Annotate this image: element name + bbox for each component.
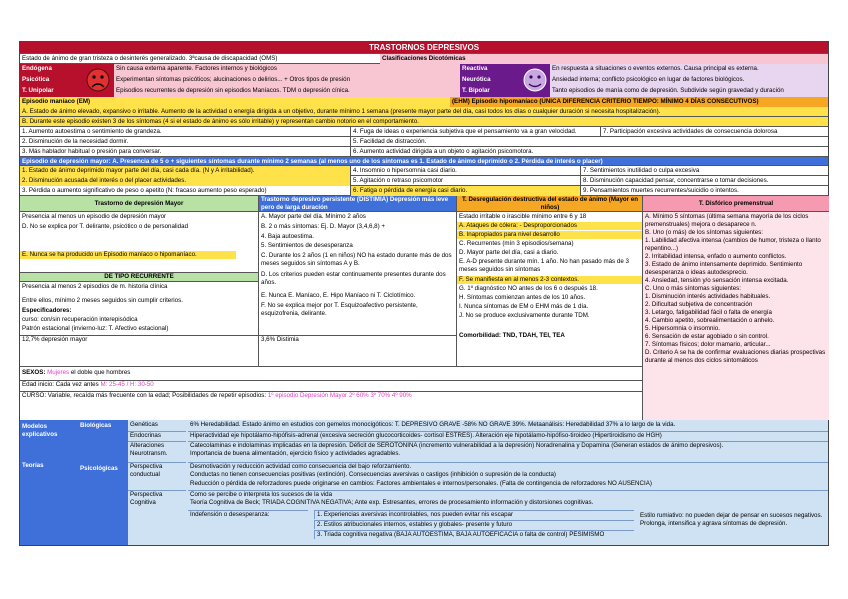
desr-0: Estado irritable o irascible mínimo entre 6 y 18 — [459, 213, 587, 220]
mayor-l3: E. Nunca se ha producido un Episodio maníaco o hipomaníaco. — [20, 251, 236, 259]
desc-endogena: Sin causa externa aparente. Factores internos y biológicos — [116, 65, 277, 72]
depresivo-header-row — [20, 157, 828, 166]
desc-neurotica: Ansiedad interna; conflicto psicológico en lugar de factores biológicos. — [552, 76, 745, 83]
label-bipolar: T. Bipolar — [462, 87, 490, 94]
intro-row — [20, 54, 828, 64]
spec-2: Patrón estacional (invierno-luz: T. Afectivo estacional) — [22, 325, 169, 332]
label-endogena: Endógena — [22, 65, 52, 72]
pers-c: C. Durante los 2 años (1 en niños) NO ha estado durante más de dos meses seguidos sin síntomas A y B. — [261, 252, 452, 267]
desr-b: B. Inapropiados para nivel desarrollo — [457, 231, 643, 239]
persistente-header: Trastorno depresivo persistente (DISTIMIA) Depresión más leve pero de larga duración — [259, 196, 457, 212]
maniaco-item-2: 2. Disminución de la necesidad dormir. — [22, 138, 129, 145]
mayor-header: Trastorno de depresión Mayor — [20, 196, 258, 212]
dep-item-8: 8. Disminución capacidad pensar, concentrarse o tomar decisiones. — [580, 176, 828, 186]
desr-h: H. Síntomas comienzan antes de los 10 años. — [459, 294, 586, 301]
curso-pcts: 1º episodio Depresión Mayor 2º 60% 3º 70% 4º 90% — [267, 392, 412, 399]
left-descs — [114, 64, 460, 97]
geneticas-text: 6% Heredabilidad. Estado ánimo en estudios con gemelos monocigóticos: T. DEPRESIVO GRAVE -58% NO GRAVE 39%. Metaanálisis: Heredabilidad 37% a lo largo de la vida. — [190, 421, 676, 428]
conductual-label: Perspectiva conductual — [128, 462, 186, 480]
neuro-label: Alteraciones Neurotransm. — [128, 441, 186, 459]
neuro-text-2: Importancia de buena alimentación, ejercicio físico y actividades agradables. — [190, 450, 401, 457]
endocrinas-label: Endocrinas — [128, 431, 186, 440]
sexos-label: SEXOS: — [22, 369, 46, 376]
depresivo-row-3 — [20, 186, 828, 196]
desr-e: E. A-D presente durante mín. 1 año. No han pasado más de 3 meses seguidos sin síntomas — [459, 258, 629, 273]
modelos-body — [128, 420, 828, 545]
maniaco-header-row — [20, 97, 828, 107]
maniaco-item-3: 3. Más hablador habitual o presión para conversar. — [22, 148, 162, 155]
endocrinas-text: Hiperactividad eje hipotálamo-hipófisis-adrenal (excesiva secreción glucocorticoides- cortisol ESTRÉS). Alteración eje hipotálamo-hipófiso-tiroideo (Hipertiroidismo de HGH) — [188, 431, 828, 440]
disf-d: D. Criterio A se ha de confirmar evaluaciones diarias prospectivas durante al menos dos ciclos sintomáticos — [645, 349, 826, 364]
sexos-rest: el doble que hombres — [69, 369, 131, 376]
disforico-header: T. Disfórico premenstrual — [643, 196, 829, 212]
sexos-mujeres: Mujeres — [47, 369, 70, 376]
dep-item-6: 6. Fatiga o pérdida de energía casi diario. — [350, 186, 580, 196]
desr-j: J. No se produce exclusivamente durante TDM. — [459, 312, 590, 319]
dicotomicas-row — [20, 64, 828, 97]
conductual-t3: Reducción o pérdida de reforzadores puede originarse en cambios: Factores ambientales e internos/personales. (Falta de contingencia de reforzadores NO AUSENCIA) — [190, 480, 652, 487]
disf-c7: 7. Síntomas físicos; dolor mamario, articular... — [645, 341, 771, 348]
recurrente-2: Entre ellos, mínimo 2 meses seguidos sin cumplir criterios. — [22, 297, 183, 304]
dep-item-7: 7. Sentimientos inutilidad o culpa excesiva — [580, 166, 828, 176]
disf-b: B. Uno (o más) de los síntomas siguientes: — [645, 229, 763, 236]
maniaco-items-row-3 — [20, 147, 828, 157]
dep-item-9: 9. Pensamientos muertes recurrentes/suicidio o intentos. — [580, 186, 828, 196]
sheet — [19, 41, 829, 546]
dep-item-2: 2. Disminución acusada del interés o del placer actividades. — [20, 176, 350, 186]
biologicas-label: Biológicas — [80, 422, 112, 429]
desc-unipolar: Episodios recurrentes de depresión sin episodios Maníacos. TDM o depresión cínica. — [116, 87, 350, 94]
spec-1: curso: con/sin recuperación interepisódica — [22, 316, 138, 323]
pers-a: A. Mayor parte del día. Mínimo 2 años — [261, 213, 366, 220]
desr-a: A. Ataques de cólera: - Desproporcionados — [457, 222, 643, 230]
edad-line — [20, 380, 642, 389]
maniaco-item-5: 5. Facilidad de distracción. — [350, 137, 600, 147]
right-descs — [550, 64, 828, 97]
dep-item-5: 5. Agitación o retraso psicomotor — [350, 176, 580, 186]
desc-reactiva: En respuesta a situaciones o eventos externos. Causa principal es externa. — [552, 65, 759, 72]
depresivo-row-2 — [20, 176, 828, 186]
pers-d: D. Los criterios pueden estar continuamente presentes durante dos años. — [261, 271, 446, 286]
sexos-line — [20, 369, 642, 377]
disf-c4: 4. Cambio apetito, sobrealimentación o anhelo. — [645, 317, 775, 324]
stats-block — [20, 366, 642, 421]
pers-prevalence: 3,6% Distimia — [259, 335, 457, 344]
mayor-prevalence: 12,7% depresión mayor — [20, 335, 258, 344]
desr-d: D. Mayor parte del día, casi a diario. — [459, 249, 559, 256]
disf-b3: 3. Estado de ánimo intensamente deprimido. Sentimiento desesperanza o ideas autodesprecio. — [645, 261, 803, 276]
page-title: TRASTORNOS DEPRESIVOS — [368, 43, 480, 52]
edad-ages: M: 25-45 / H: 30-50 — [100, 381, 154, 388]
maniaco-a-row — [20, 107, 828, 117]
disf-c5: 5. Hipersomnia o insomnio. — [645, 325, 720, 332]
edad-label: Edad inicio: Cada vez antes — [22, 381, 101, 388]
right-labels — [460, 64, 520, 97]
hipomaniaco-title: (EHM) Episodio hipomaníaco (ÚNICA DIFERENCIA CRITERIO TIEMPO: MÍNIMO 4 DÍAS CONSECUTIVOS) — [450, 97, 828, 107]
conductual-t1: Desmotivación y reducción actividad como consecuencia del bajo reforzamiento. — [188, 462, 828, 471]
conductual-t2: Conductas no tienen consecuencias positivas (extinción). Consecuencias aversivas o castigos (inhibición o supresión de la conducta) — [190, 471, 556, 478]
maniaco-title: Episodio maníaco (EM) — [20, 97, 450, 107]
maniaco-items-row-1 — [20, 127, 828, 137]
disf-b1: 1. Labilidad afectiva intensa (cambios de humor, tristeza o llanto repentino...) — [645, 237, 821, 252]
mayor-l1: Presencia al menos un episodio de depresión mayor — [22, 213, 167, 220]
rumiativo-text: Estilo rumiativo: no pueden dejar de pensar en sucesos negativos. Prolonga, intensifica y agrava síntomas de depresión. — [640, 512, 823, 527]
label-reactiva: Reactiva — [462, 65, 488, 72]
desc-psicotica: Experimentan síntomas psicóticos; alucinaciones o delirios... + Otros tipos de presión — [116, 76, 351, 83]
modelos-section — [20, 420, 828, 545]
indef-2: 2. Estilos atribucionales internos, estables y globales- presente y futuro — [314, 520, 634, 529]
depresivo-title: Episodio de depresión mayor: A. Presencia de 5 o + siguientes síntomas durante mínimo 2 semanas (al menos uno de los síntomas es 1. Estado de ánimo deprimido o 2. Pérdida de interés o placer) — [22, 158, 603, 165]
modelos-title: Modelos explicativos — [22, 423, 58, 438]
pers-e: E. Nunca E. Maníaco, E. Hipo Maníaco ni T. Ciclotímico. — [261, 292, 416, 299]
dep-item-4: 4. Insomnio o hipersomnia casi diario. — [350, 166, 580, 176]
desr-i: I. Nunca síntomas de EM o EHM más de 1 día. — [459, 303, 589, 310]
col-disforico — [642, 196, 829, 420]
desr-c: C. Recurrentes (mín 3 episodios/semana) — [459, 240, 574, 247]
dep-item-3: 3. Pérdida o aumento significativo de peso o apetito (N: fracaso aumento peso esperado) — [22, 187, 267, 194]
disf-c1: 1. Disminución interés actividades habituales. — [645, 293, 771, 300]
desr-f: F. Se manifiesta en al menos 2-3 contextos. — [457, 276, 643, 284]
cognitiva-label: Perspectiva Cognitiva — [128, 490, 186, 508]
definition-text: Estado de ánimo de gran tristeza o desinterés generalizado. 3ªcausa de discapacidad (OMS) — [22, 55, 278, 62]
disf-b2: 2. Irritabilidad intensa, enfado o aumento conflictos. — [645, 253, 787, 260]
maniaco-items-row-2 — [20, 137, 828, 147]
four-col-section — [20, 196, 828, 420]
teorias-label: Teorías — [22, 462, 44, 469]
indef-1: 1. Experiencias aversivas incontrolables, nos pueden evitar nis escapar — [314, 510, 634, 519]
title-bar — [20, 42, 828, 54]
disf-c6: 6. Sensación de estar agobiado o sin control. — [645, 333, 769, 340]
disf-b4: 4. Ansiedad, tensión y/o sensación intensa excitada. — [645, 277, 789, 284]
mayor-l2: D. No se explica por T. delirante, psicótico o de personalidad — [22, 223, 189, 230]
desc-bipolar: Tanto episodios de manía como de depresión. Subdivide según gravedad y duración — [552, 87, 784, 94]
label-psicotica: Psicótica — [22, 76, 50, 83]
label-unipolar: T. Unipolar — [22, 87, 54, 94]
neuro-text-1: Catecolaminas e indolaminas implicadas en la depresión. Déficit de SEROTONINA (incremento vulnerabilidad a la depresión) Noradrenalina y Dopamina (Generan estados de ánimo depresivos). — [188, 441, 828, 450]
maniaco-item-1: 1. Aumento autoestima o sentimiento de grandeza. — [22, 128, 162, 135]
maniaco-item-4: 4. Fuga de ideas o experiencia subjetiva que el pensamiento va a gran velocidad. — [350, 127, 600, 137]
pers-b: B. 2 o más síntomas: Ej. D. Mayor (3,4,6,8) + — [261, 223, 385, 230]
maniaco-b-row — [20, 117, 828, 127]
label-neurotica: Neurótica — [462, 76, 491, 83]
pers-4: 4. Baja autoestima. — [261, 233, 314, 240]
maniaco-item-6: 6. Aumento actividad dirigida a un objeto o agitación psicomotora. — [350, 147, 600, 157]
dep-item-1: 1. Estado de ánimo deprimido mayor parte del día, casi cada día. (N y A irritabilidad). — [20, 166, 350, 176]
pers-f: F. No se explica mejor por T. Esquizoafectivo persistente, esquizofrenia, delirante. — [261, 302, 418, 317]
desr-g: G. 1º diagnóstico NO antes de los 6 o después 18. — [459, 285, 598, 292]
geneticas-label: Genéticas — [130, 421, 158, 428]
cognitiva-t1: Como se percibe o interpreta los sucesos de la vida — [188, 490, 828, 499]
depresivo-row-1 — [20, 166, 828, 176]
maniaco-a: A. Estado de ánimo elevado, expansivo o irritable. Aumento de la actividad o energía dirigida a un objetivo, durante mínimo 1 semana (presente mayor parte del día, casi todos los días o cualquier duración si necesita hospitalización). — [22, 108, 661, 115]
recurrente-title: DE TIPO RECURRENTE — [20, 272, 258, 282]
clasif-title: Clasificaciones Dicotómicas — [380, 54, 828, 64]
pers-5: 5. Sentimientos de desesperanza — [261, 242, 353, 249]
disf-c2: 2. Dificultad subjetiva de concentración — [645, 301, 753, 308]
disf-a: A. Mínimo 5 síntomas (última semana mayoría de los ciclos premenstruales) mejora o desaparece n. — [645, 213, 809, 228]
indefension-label: Indefensión o desesperanza: — [188, 510, 308, 519]
desregulacion-header: T. Desregulación destructiva del estado de ánimo (Mayor en niños) — [457, 196, 643, 212]
spec-title: Especificadores: — [22, 307, 72, 314]
left-labels — [20, 64, 82, 97]
psicologicas-label: Psicológicas — [80, 465, 118, 472]
maniaco-b: B. Durante este episodio existen 3 de los síntomas (4 si el estado de ánimo es sólo irritable) y representan cambio notorio en el comportamiento. — [22, 118, 419, 125]
cognitiva-t2: Teoría Cognitiva de Beck; TRÍADA COGNITIVA NEGATIVA; Ante exp. Estresantes, errores de procesamiento información y distorsiones cognitivas. — [190, 499, 594, 506]
desr-comorbilidad: Comorbilidad: TND, TDAH, TEI, TEA — [459, 332, 565, 339]
disf-c: C. Uno o más síntomas siguientes: — [645, 285, 741, 292]
disf-c3: 3. Letargo, fatigabilidad fácil o falta de energía — [645, 309, 772, 316]
curso-line — [20, 391, 642, 400]
curso-text: CURSO: Variable, recaída más frecuente con la edad; Posibilidades de repetir episodios: — [22, 392, 268, 399]
mask-face-icon — [520, 64, 550, 97]
recurrente-1: Presencia al menos 2 episodios de m. historia clínica — [22, 283, 168, 290]
sad-face-icon — [82, 64, 114, 97]
maniaco-item-7: 7. Participación excesiva actividades de consecuencia dolorosa — [600, 127, 828, 137]
indef-3: 3. Triada cognitiva negativa (BAJA AUTOESTIMA, BAJA AUTOEFICACIA o falta de control) PESIMISMO — [314, 530, 634, 539]
